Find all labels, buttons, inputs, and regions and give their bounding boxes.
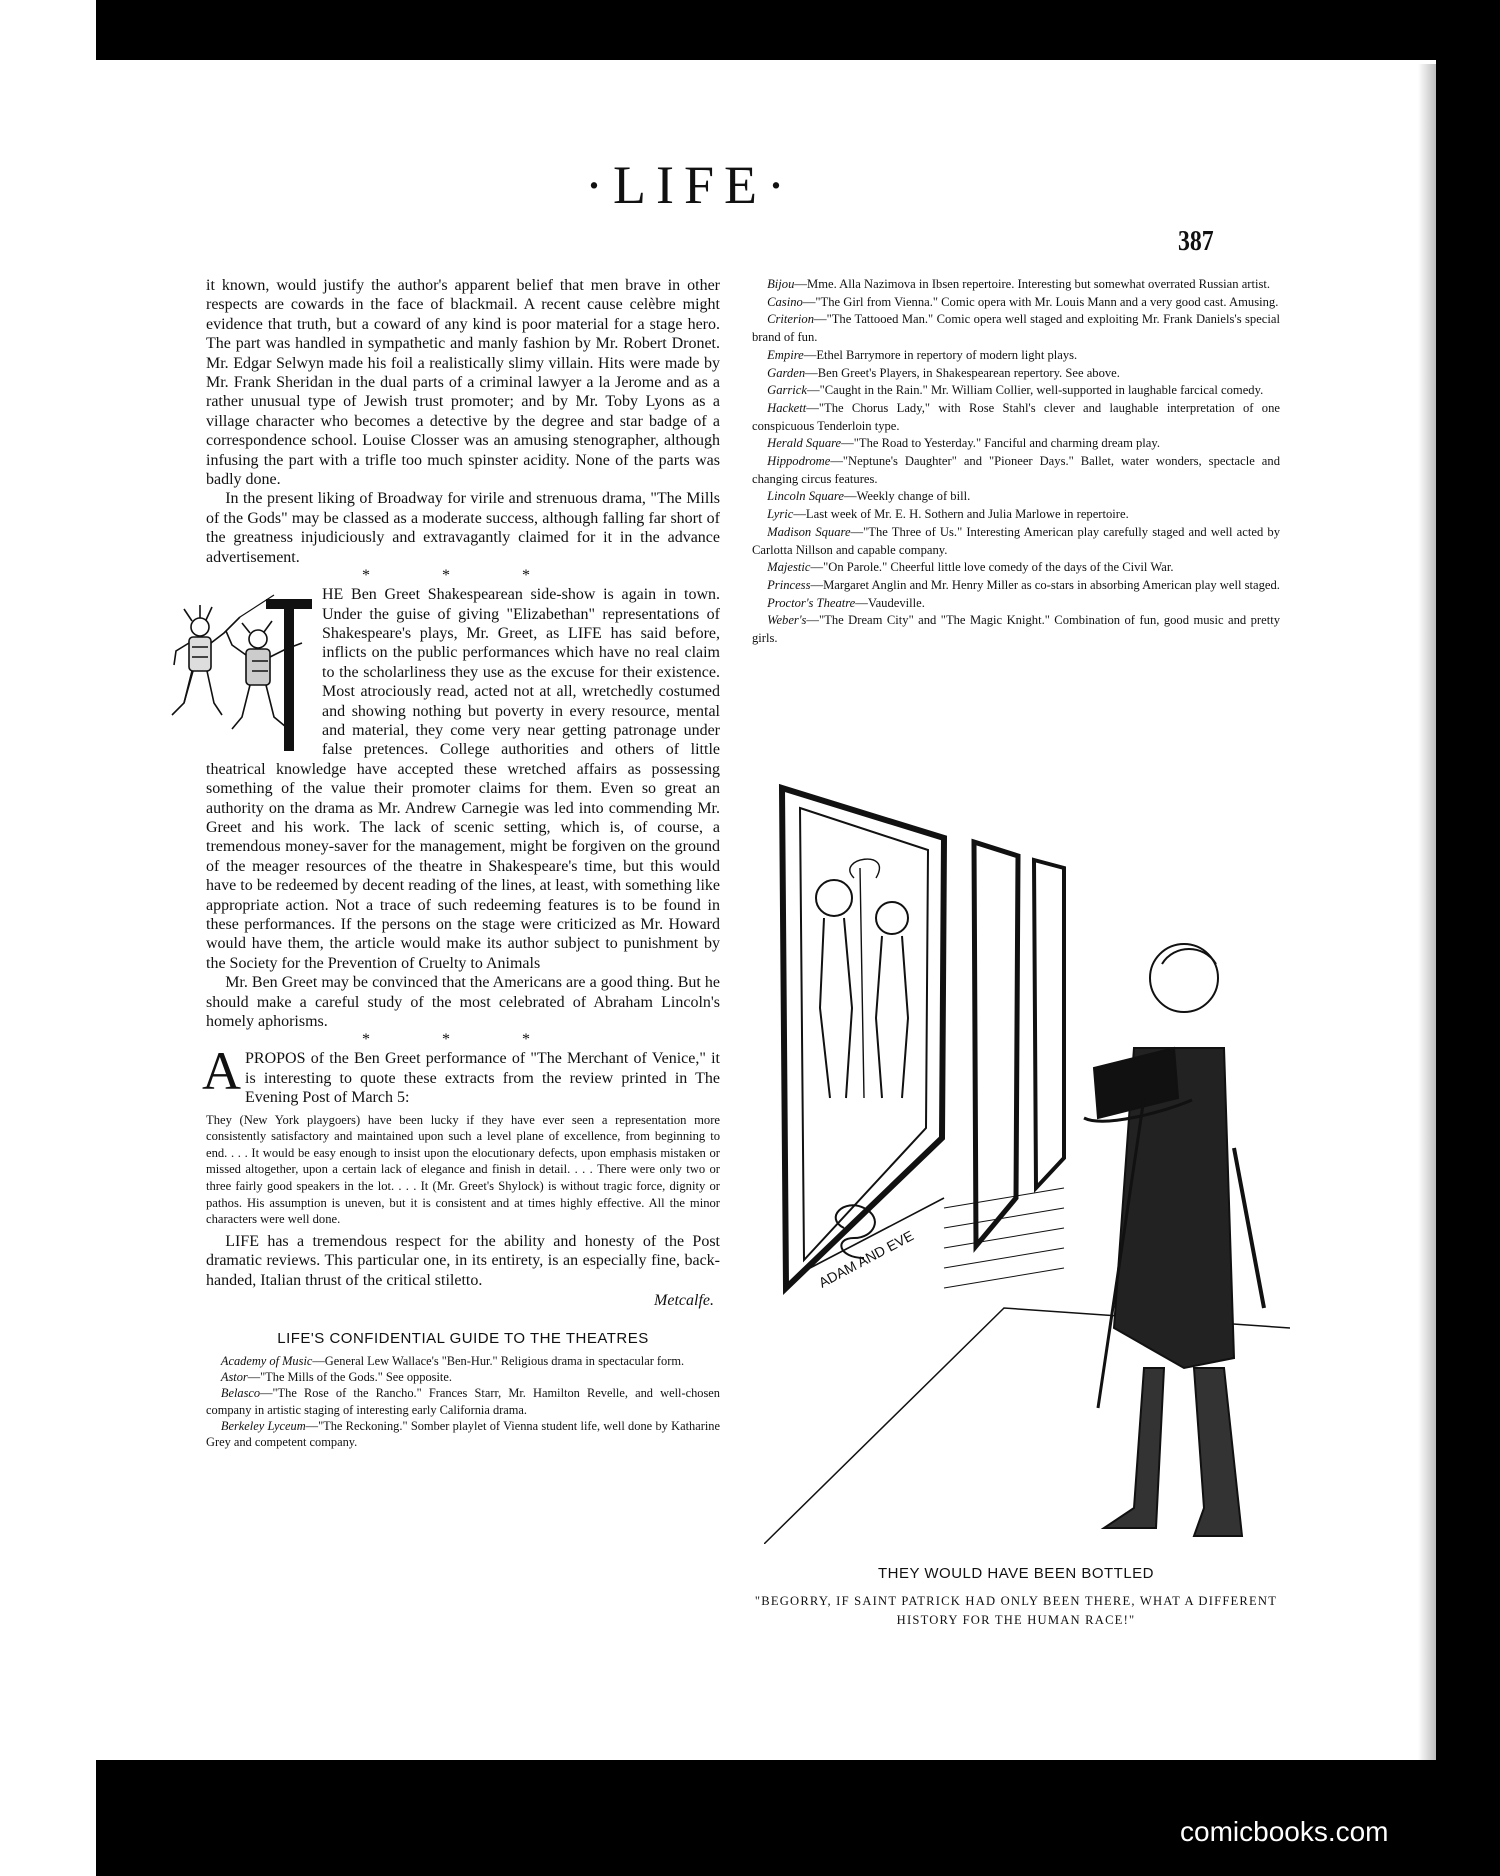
theatre-guide-list bbox=[206, 1353, 720, 1450]
guide-item: Garrick—"Caught in the Rain." Mr. William Collier, well-supported in laughable farcical comedy. bbox=[767, 383, 1264, 398]
left-column bbox=[202, 276, 720, 1450]
article-paragraph: Mr. Ben Greet may be convinced that the Americans are a good thing. But he should make a careful study of the most celebrated of Abraham Lincoln's homely aphorisms. bbox=[206, 974, 720, 1031]
cartoon-caption-quote: "BEGORRY, IF SAINT PATRICK HAD ONLY BEEN THERE, WHAT A DIFFERENT HISTORY FOR THE HUMAN RACE!" bbox=[754, 1594, 1278, 1627]
article-paragraph: In the present liking of Broadway for virile and strenuous drama, "The Mills of the Gods" may be classed as a moderate success, although falling far short of the greatness injudiciously and extravagantly claimed for it in the advance advertisement. bbox=[206, 490, 720, 566]
guide-item: Berkeley Lyceum—"The Reckoning." Somber playlet of Vienna student life, well done by Katharine Grey and competent company. bbox=[206, 1418, 720, 1450]
facing-page-edge bbox=[0, 0, 96, 1876]
guide-item: Criterion—"The Tattooed Man." Comic opera well staged and exploiting Mr. Frank Daniels's special brand of fun. bbox=[752, 312, 1280, 345]
guide-item: Bijou—Mme. Alla Nazimova in Ibsen repertoire. Interesting but somewhat overrated Russian artist. bbox=[767, 277, 1271, 291]
guide-item: Lincoln Square—Weekly change of bill. bbox=[767, 489, 971, 504]
guide-item: Hackett—"The Chorus Lady," with Rose Stahl's clever and laughable interpretation of one conspicuous Tenderloin type. bbox=[752, 400, 1280, 433]
guide-item: Herald Square—"The Road to Yesterday." Fanciful and charming dream play. bbox=[767, 436, 1161, 451]
right-column bbox=[752, 276, 1280, 648]
guide-item: Princess—Margaret Anglin and Mr. Henry Miller as co-stars in absorbing American play well staged. bbox=[767, 577, 1280, 592]
section-divider: * * * bbox=[362, 1031, 564, 1049]
gallery-cartoon-illustration bbox=[764, 768, 1290, 1544]
watermark: comicbooks.com bbox=[1180, 1816, 1389, 1847]
drop-cap-block bbox=[206, 585, 720, 973]
author-signature: Metcalfe. bbox=[654, 1292, 714, 1310]
guide-item: Empire—Ethel Barrymore in repertory of modern light plays. bbox=[767, 347, 1078, 362]
page-number: 387 bbox=[1178, 226, 1214, 257]
guide-item: Lyric—Last week of Mr. E. H. Sothern and Julia Marlowe in repertoire. bbox=[767, 507, 1129, 522]
guide-item: Belasco—"The Rose of the Rancho." Frances Starr, Mr. Hamilton Revelle, and well-chosen company in artistic staging of interesting early California drama. bbox=[206, 1386, 720, 1417]
article-paragraph: HE Ben Greet Shakespearean side-show is again in town. Under the guise of giving "Elizabethan" representations of Shakespeare's plays, Mr. Greet, as LIFE has said before, inflicts on the public performances which have no real claim to the scholarliness they use as the excuse for their existence. Most atrociously read, acted not at all, wretchedly costumed and showing nothing but poverty in every resource, mental and material, they come very near getting patronage under false pretences. College authorities and others of little theatrical knowledge have accepted these wretched affairs as possessing something of the value their promoter claims for them. Even so great an authority on the drama as Mr. Andrew Carnegie was led into commending Mr. Greet and his work. The lack of scenic setting, which is, of course, a tremendous money-saver for the management, might be forgiven on the ground of the meager resources of the theatre in Shakespeare's time, but this would have to be redeemed by decent reading of the lines, at least, with something like appropriate action. Not a trace of such redeeming features is to be found in these performances. If the persons on the stage were criticized as Mr. Howard would have them, the article would make its author subject to punishment by the Society for the Prevention of Cruelty to Animals bbox=[206, 586, 720, 972]
cartoon-caption-title: THEY WOULD HAVE BEEN BOTTLED bbox=[878, 1565, 1154, 1582]
guide-item: Casino—"The Girl from Vienna." Comic opera with Mr. Louis Mann and a very good cast. Amusing. bbox=[767, 294, 1279, 309]
fencing-jesters-illustration bbox=[162, 587, 312, 755]
theatre-guide-heading: LIFE'S CONFIDENTIAL GUIDE TO THE THEATRES bbox=[277, 1330, 649, 1348]
review-quote: They (New York playgoers) have been lucky if they have ever seen a representation more consistently satisfactory and maintained upon such a level plane of excellence, from beginning to end. . . . It would be easy enough to insist upon the elocutionary defects, upon emphasis mistaken or missed altogether, upon a certain lack of elegance and finish in detail. . . . There were only two or three fairly good speakers in the lot. . . . It (Mr. Greet's Shylock) is without tragic force, dignity or pathos. His assumption is uneven, but it is consistent and at times highly effective. All the minor characters were well done. bbox=[206, 1112, 720, 1227]
guide-item: Weber's—"The Dream City" and "The Magic Knight." Combination of fun, good music and pretty girls. bbox=[752, 613, 1280, 646]
guide-item: Majestic—"On Parole." Cheerful little love comedy of the days of the Civil War. bbox=[767, 560, 1174, 575]
frame-label: ADAM AND EVE bbox=[815, 1227, 917, 1291]
guide-item: Academy of Music—General Lew Wallace's "Ben-Hur." Religious drama in spectacular form. bbox=[220, 1354, 685, 1369]
article-paragraph: it known, would justify the author's apparent belief that men brave in other respects are cowards in the face of blackmail. A recent cause celèbre might evidence that truth, but a coward of any kind is poor material for a stage hero. The part was handled in sympathetic and manly fashion by Mr. Robert Dronet. Mr. Edgar Selwyn made his foil a realistically slimy villain. Hits were made by Mr. Frank Sheridan in the dual parts of a criminal lawyer a la Jerome and as a rather unusual type of Jewish trust promoter; and by Mr. Toby Lyons as a village character who becomes a detective by the degree and star badge of a correspondence school. Louise Closser was an amusing stenographer, although infusing the part with a trifle too much spinster acidity. None of the parts was badly done. bbox=[206, 277, 720, 489]
page-edge-shadow bbox=[1418, 64, 1436, 1760]
guide-item: Garden—Ben Greet's Players, in Shakespearean repertory. See above. bbox=[767, 365, 1120, 380]
guide-item: Hippodrome—"Neptune's Daughter" and "Pioneer Days." Ballet, water wonders, spectacle and changing circus features. bbox=[752, 454, 1280, 486]
drop-cap-a: A bbox=[202, 1041, 241, 1102]
article-paragraph bbox=[202, 1041, 720, 1107]
section-divider: * * * bbox=[362, 567, 564, 585]
guide-item: Proctor's Theatre—Vaudeville. bbox=[767, 595, 925, 610]
article-paragraph: LIFE has a tremendous respect for the ability and honesty of the Post dramatic reviews. This particular one, in its entirety, is an especially fine, back-handed, Italian thrust of the critical stiletto. bbox=[206, 1232, 720, 1289]
guide-item: Astor—"The Mills of the Gods." See opposite. bbox=[220, 1370, 452, 1385]
apropos-text: PROPOS of the Ben Greet performance of "The Merchant of Venice," it is interesting to quote these extracts from the review printed in The Evening Post of March 5: bbox=[245, 1050, 720, 1107]
masthead: ·LIFE· bbox=[585, 155, 795, 215]
guide-item: Madison Square—"The Three of Us." Interesting American play carefully staged and well acted by Carlotta Nillson and capable company. bbox=[752, 524, 1280, 557]
